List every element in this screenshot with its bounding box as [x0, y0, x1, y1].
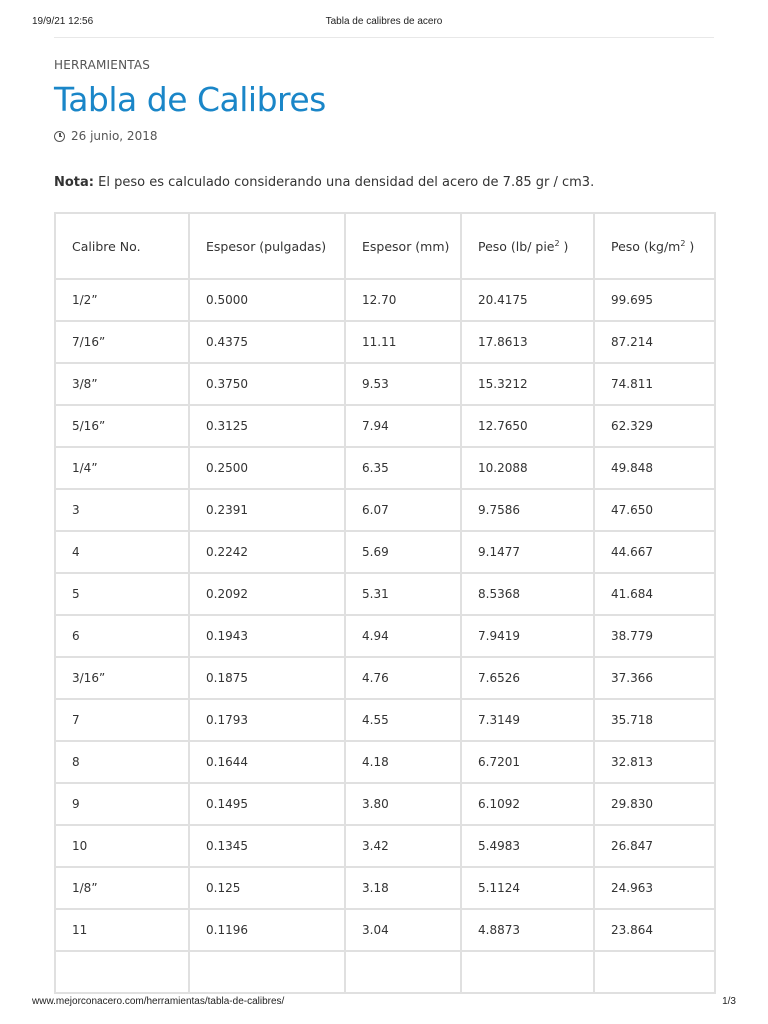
cell-espesor-pulgadas: 0.2500	[189, 447, 345, 489]
cell-espesor-mm: 5.31	[345, 573, 461, 615]
cell-peso-lb: 5.1124	[461, 867, 594, 909]
category-link[interactable]: HERRAMIENTAS	[54, 58, 151, 72]
cell-calibre: 3/16”	[55, 657, 189, 699]
cell-peso-kg: 29.830	[594, 783, 715, 825]
table-row	[55, 657, 715, 699]
cell-peso-kg: 74.811	[594, 363, 715, 405]
cell-espesor-mm: 4.94	[345, 615, 461, 657]
cell-peso-lb: 17.8613	[461, 321, 594, 363]
cell-cut-off	[594, 951, 715, 993]
cell-espesor-pulgadas: 0.1875	[189, 657, 345, 699]
header-peso-lb-text: Peso (lb/ pie	[478, 238, 555, 254]
cell-peso-kg: 49.848	[594, 447, 715, 489]
table-row	[55, 783, 715, 825]
cell-espesor-mm: 4.76	[345, 657, 461, 699]
cell-espesor-pulgadas: 0.5000	[189, 279, 345, 321]
note-paragraph	[54, 175, 594, 190]
cell-peso-lb: 15.3212	[461, 363, 594, 405]
post-date	[54, 129, 157, 143]
cell-cut-off	[345, 951, 461, 993]
table-row	[55, 615, 715, 657]
cell-espesor-pulgadas: 0.2242	[189, 531, 345, 573]
cell-cut-off	[461, 951, 594, 993]
note-text: El peso es calculado considerando una densidad del acero de 7.85 gr / cm3.	[94, 175, 595, 190]
cell-calibre: 11	[55, 909, 189, 951]
cell-calibre: 6	[55, 615, 189, 657]
header-espesor-pulgadas: Espesor (pulgadas)	[189, 213, 345, 279]
table-body	[55, 279, 715, 993]
cell-calibre: 5/16”	[55, 405, 189, 447]
cell-peso-lb: 7.6526	[461, 657, 594, 699]
clock-icon	[54, 131, 65, 142]
cell-peso-kg: 47.650	[594, 489, 715, 531]
cell-cut-off	[55, 951, 189, 993]
cell-peso-kg: 32.813	[594, 741, 715, 783]
print-datetime: 19/9/21 12:56	[32, 16, 94, 27]
print-footer	[32, 996, 736, 1010]
cell-peso-kg: 23.864	[594, 909, 715, 951]
cell-peso-lb: 7.3149	[461, 699, 594, 741]
header-peso-kg-close: )	[685, 238, 695, 254]
table-row	[55, 741, 715, 783]
page-number: 1/3	[722, 996, 736, 1007]
cell-cut-off	[189, 951, 345, 993]
cell-peso-kg: 26.847	[594, 825, 715, 867]
header-peso-lb-close: )	[559, 238, 569, 254]
table-row	[55, 489, 715, 531]
table-row	[55, 699, 715, 741]
cell-calibre: 4	[55, 531, 189, 573]
cell-espesor-pulgadas: 0.125	[189, 867, 345, 909]
cell-calibre: 3/8”	[55, 363, 189, 405]
cell-espesor-pulgadas: 0.1196	[189, 909, 345, 951]
cell-peso-lb: 12.7650	[461, 405, 594, 447]
cell-peso-kg: 62.329	[594, 405, 715, 447]
table-row	[55, 909, 715, 951]
cell-espesor-pulgadas: 0.3750	[189, 363, 345, 405]
cell-espesor-pulgadas: 0.1793	[189, 699, 345, 741]
table-row-cut-off	[55, 951, 715, 993]
cell-espesor-pulgadas: 0.3125	[189, 405, 345, 447]
table-row	[55, 531, 715, 573]
cell-espesor-pulgadas: 0.2391	[189, 489, 345, 531]
post-date-text: 26 junio, 2018	[71, 129, 158, 143]
cell-calibre: 7/16”	[55, 321, 189, 363]
cell-espesor-mm: 6.07	[345, 489, 461, 531]
table-row	[55, 867, 715, 909]
cell-peso-kg: 37.366	[594, 657, 715, 699]
table-row	[55, 363, 715, 405]
cell-peso-lb: 5.4983	[461, 825, 594, 867]
table-header-row	[55, 213, 715, 279]
cell-espesor-pulgadas: 0.1943	[189, 615, 345, 657]
cell-calibre: 3	[55, 489, 189, 531]
header-peso-kg-text: Peso (kg/m	[611, 238, 681, 254]
print-document-title: Tabla de calibres de acero	[325, 16, 443, 27]
cell-peso-lb: 7.9419	[461, 615, 594, 657]
cell-calibre: 7	[55, 699, 189, 741]
header-peso-lb-sup: 2	[554, 238, 560, 248]
cell-espesor-mm: 12.70	[345, 279, 461, 321]
cell-espesor-mm: 3.18	[345, 867, 461, 909]
cell-peso-lb: 20.4175	[461, 279, 594, 321]
cell-espesor-pulgadas: 0.4375	[189, 321, 345, 363]
gauge-table	[54, 212, 716, 994]
cell-espesor-mm: 5.69	[345, 531, 461, 573]
cell-espesor-pulgadas: 0.1495	[189, 783, 345, 825]
cell-calibre: 1/2”	[55, 279, 189, 321]
cell-espesor-pulgadas: 0.2092	[189, 573, 345, 615]
cell-peso-kg: 41.684	[594, 573, 715, 615]
cell-espesor-mm: 9.53	[345, 363, 461, 405]
cell-espesor-mm: 3.80	[345, 783, 461, 825]
cell-peso-lb: 8.5368	[461, 573, 594, 615]
header-peso-kg	[594, 213, 715, 279]
cell-peso-kg: 99.695	[594, 279, 715, 321]
table-row	[55, 573, 715, 615]
header-peso-kg-sup: 2	[680, 238, 686, 248]
cell-calibre: 1/4”	[55, 447, 189, 489]
cell-espesor-mm: 3.04	[345, 909, 461, 951]
cell-peso-lb: 6.1092	[461, 783, 594, 825]
cell-calibre: 10	[55, 825, 189, 867]
table-row	[55, 825, 715, 867]
cell-calibre: 9	[55, 783, 189, 825]
cell-espesor-mm: 4.18	[345, 741, 461, 783]
note-label: Nota:	[54, 175, 94, 190]
cell-peso-kg: 87.214	[594, 321, 715, 363]
header-divider	[54, 37, 714, 38]
cell-calibre: 1/8”	[55, 867, 189, 909]
cell-espesor-mm: 11.11	[345, 321, 461, 363]
table-row	[55, 405, 715, 447]
table-row	[55, 321, 715, 363]
cell-peso-kg: 38.779	[594, 615, 715, 657]
cell-peso-kg: 24.963	[594, 867, 715, 909]
cell-peso-kg: 44.667	[594, 531, 715, 573]
cell-peso-kg: 35.718	[594, 699, 715, 741]
cell-peso-lb: 9.7586	[461, 489, 594, 531]
cell-espesor-pulgadas: 0.1644	[189, 741, 345, 783]
print-header	[32, 16, 736, 32]
page-title: Tabla de Calibres	[54, 80, 326, 119]
header-peso-lb	[461, 213, 594, 279]
cell-espesor-mm: 3.42	[345, 825, 461, 867]
header-calibre: Calibre No.	[55, 213, 189, 279]
table-row	[55, 279, 715, 321]
cell-calibre: 8	[55, 741, 189, 783]
cell-espesor-mm: 6.35	[345, 447, 461, 489]
cell-peso-lb: 6.7201	[461, 741, 594, 783]
cell-calibre: 5	[55, 573, 189, 615]
table-row	[55, 447, 715, 489]
header-espesor-mm: Espesor (mm)	[345, 213, 461, 279]
cell-espesor-mm: 7.94	[345, 405, 461, 447]
cell-peso-lb: 10.2088	[461, 447, 594, 489]
cell-peso-lb: 4.8873	[461, 909, 594, 951]
print-url: www.mejorconacero.com/herramientas/tabla-de-calibres/	[32, 996, 285, 1007]
cell-espesor-mm: 4.55	[345, 699, 461, 741]
cell-espesor-pulgadas: 0.1345	[189, 825, 345, 867]
cell-peso-lb: 9.1477	[461, 531, 594, 573]
